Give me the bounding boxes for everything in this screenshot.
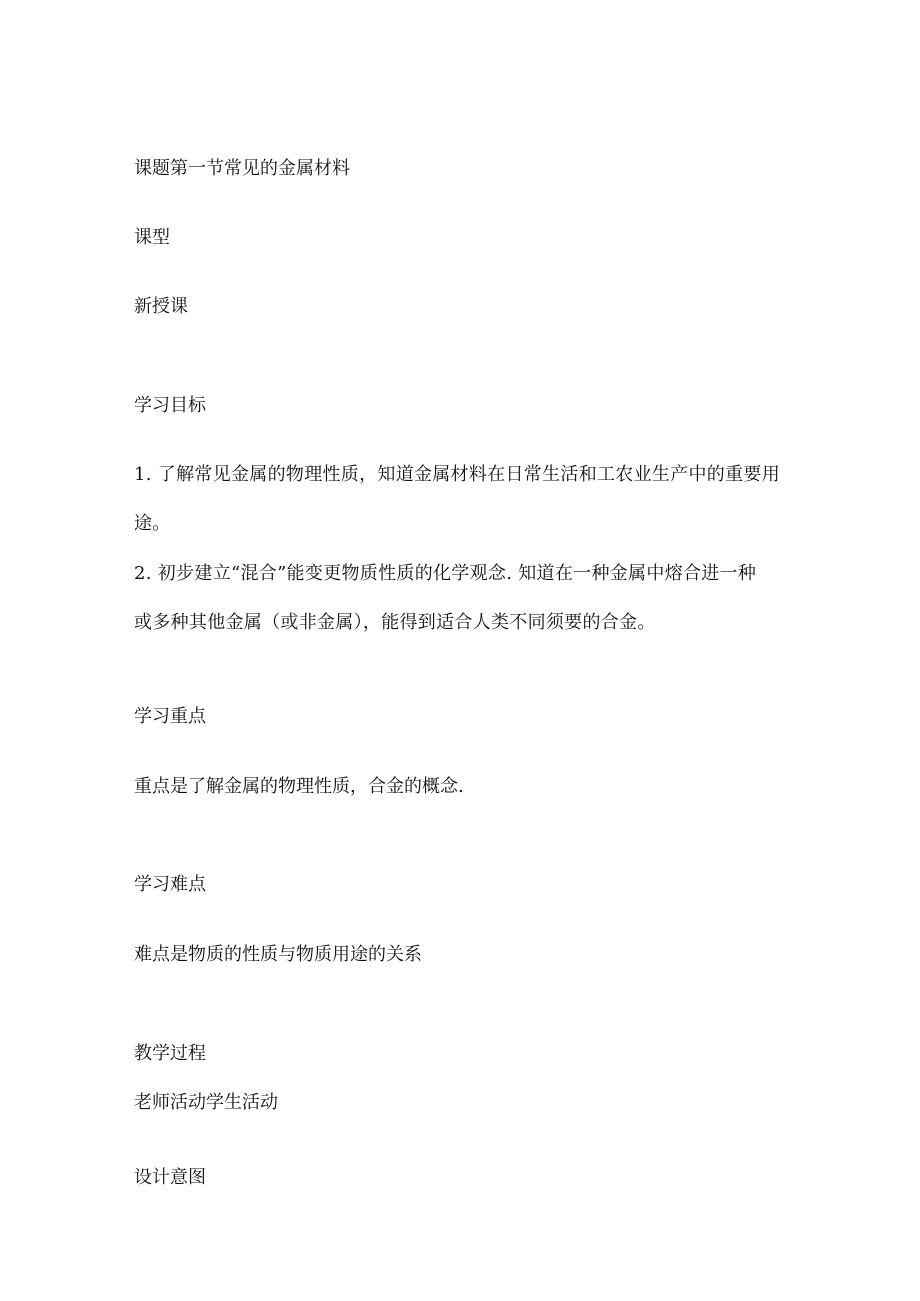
objective-1-line-1: 1. 了解常见金属的物理性质，知道金属材料在日常生活和工农业生产中的重要用 xyxy=(134,464,780,485)
key-points-heading: 学习重点 xyxy=(134,706,206,727)
process-columns: 老师活动学生活动 xyxy=(134,1092,278,1113)
lesson-title: 课题第一节常见的金属材料 xyxy=(134,158,350,179)
objective-2-line-1: 2. 初步建立“混合”能变更物质性质的化学观念. 知道在一种金属中熔合进一种 xyxy=(134,563,757,584)
objective-1-line-2: 途。 xyxy=(134,513,171,534)
process-heading: 教学过程 xyxy=(134,1043,206,1064)
objective-2-line-2: 或多种其他金属（或非金属），能得到适合人类不同须要的合金。 xyxy=(134,612,656,633)
objectives-heading: 学习目标 xyxy=(134,395,206,416)
lesson-type-value: 新授课 xyxy=(134,296,188,317)
key-points-text: 重点是了解金属的物理性质，合金的概念. xyxy=(134,776,464,797)
difficulties-text: 难点是物质的性质与物质用途的关系 xyxy=(134,944,422,965)
design-intent-label: 设计意图 xyxy=(134,1167,206,1188)
difficulties-heading: 学习难点 xyxy=(134,874,206,895)
lesson-type-label: 课型 xyxy=(134,227,170,248)
